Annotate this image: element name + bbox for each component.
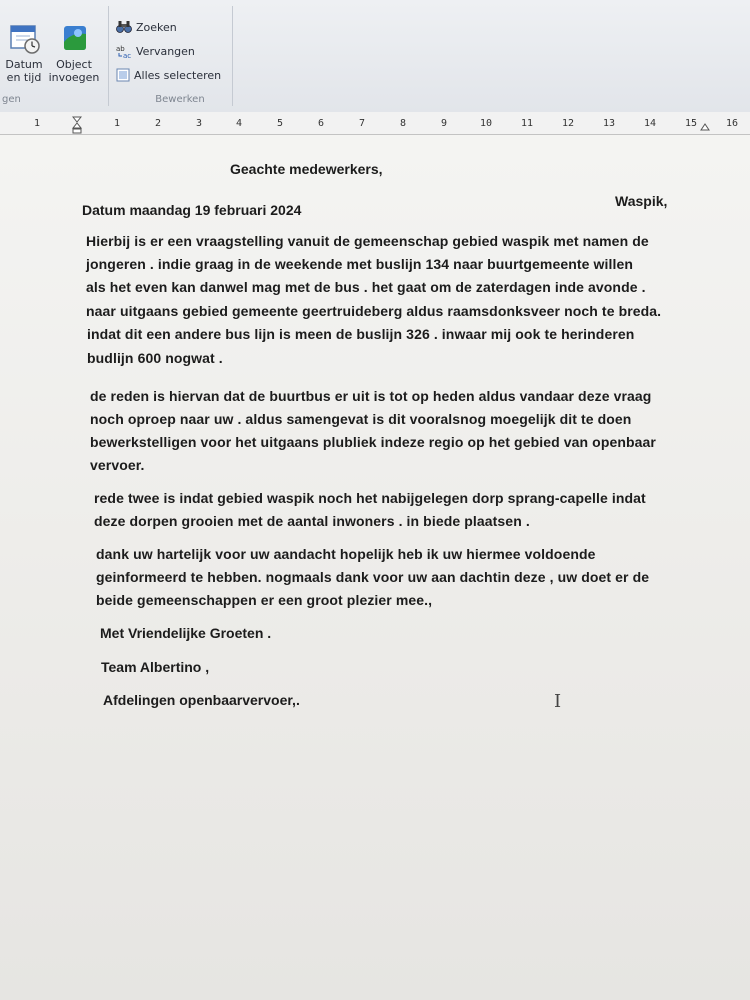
paragraph-line: deze dorpen grooien met de aantal inwoners . in biede plaatsen .	[94, 513, 530, 529]
datum-label-1: Datum	[5, 58, 43, 71]
salutation: Geachte medewerkers,	[230, 161, 383, 177]
select-all-label: Alles selecteren	[134, 68, 222, 82]
paragraph-line: geinformeerd te hebben. nogmaals dank voor uw aan dachtin deze , uw doet er de	[96, 569, 650, 585]
ruler-tick: 2	[155, 118, 162, 129]
insert-date-time-button[interactable]	[2, 22, 46, 84]
object-label-1: Object	[56, 58, 92, 71]
ruler-tick: 5	[277, 118, 284, 129]
paragraph-line: indat dit een andere bus lijn is meen de buslijn 326 . inwaar mij ook te herinderen	[87, 326, 635, 342]
paragraph-line: Hierbij is er een vraagstelling vanuit de gemeenschap gebied waspik met namen de	[86, 233, 649, 249]
ribbon-separator	[232, 6, 233, 106]
ruler-tick: 1	[114, 118, 121, 129]
paragraph-line: vervoer.	[90, 457, 145, 473]
horizontal-ruler[interactable]	[0, 112, 750, 135]
department: Afdelingen openbaarvervoer,.	[103, 692, 300, 708]
select-all-icon	[116, 68, 130, 82]
indent-marker-icon[interactable]	[72, 116, 82, 134]
text-cursor-icon: I	[554, 691, 562, 712]
ruler-tick: 1	[34, 118, 41, 129]
ruler-tick: 12	[562, 118, 575, 129]
insert-group-label: gen	[2, 94, 21, 105]
ruler-tick: 11	[521, 118, 534, 129]
ruler-tick: 6	[318, 118, 325, 129]
paragraph-line: dank uw hartelijk voor uw aandacht hopelijk heb ik uw hiermee voldoende	[96, 546, 596, 562]
paragraph-line: bewerkstelligen voor het uitgaans plubliek indeze regio op het gebied van openbaar	[90, 434, 656, 450]
ruler-tick: 15	[685, 118, 698, 129]
ruler-tick: 13	[603, 118, 616, 129]
document-page[interactable]	[0, 135, 750, 1000]
ribbon	[0, 0, 750, 113]
paragraph-line: rede twee is indat gebied waspik noch het nabijgelegen dorp sprang-capelle indat	[94, 490, 646, 506]
ruler-tick: 9	[441, 118, 448, 129]
insert-object-button[interactable]	[48, 22, 100, 84]
paragraph-line: noch oproep naar uw . aldus samengevat is dit vooralsnog moegelijk dit te doen	[90, 411, 632, 427]
ruler-tick: 4	[236, 118, 243, 129]
binoculars-icon	[116, 20, 132, 34]
svg-text:ac: ac	[123, 52, 132, 58]
place: Waspik,	[615, 193, 668, 209]
paragraph-line: naar uitgaans gebied gemeente geertruideberg aldus raamsdonksveer noch te breda.	[86, 303, 662, 319]
select-all-button[interactable]	[116, 68, 221, 82]
object-icon	[58, 22, 90, 54]
team-signature: Team Albertino ,	[101, 659, 210, 675]
paragraph-line: budlijn 600 nogwat .	[87, 350, 223, 366]
ruler-tick: 16	[726, 118, 739, 129]
svg-text:ab: ab	[116, 45, 125, 53]
ribbon-separator	[108, 6, 109, 106]
calendar-clock-icon	[8, 22, 40, 54]
replace-icon	[116, 44, 132, 58]
find-button[interactable]	[116, 20, 177, 34]
ruler-tick: 7	[359, 118, 366, 129]
date-line: Datum maandag 19 februari 2024	[82, 202, 302, 218]
ruler-tick: 10	[480, 118, 493, 129]
datum-label-2: en tijd	[6, 71, 42, 84]
paragraph-line: de reden is hiervan dat de buurtbus er uit is tot op heden aldus vandaar deze vraag	[90, 388, 652, 404]
paragraph-line: als het even kan danwel mag met de bus . het gaat om de zaterdagen inde avonde .	[86, 279, 646, 295]
edit-group-label: Bewerken	[155, 94, 205, 105]
paragraph-line: jongeren . indie graag in de weekende met buslijn 134 naar buurtgemeente willen	[86, 256, 634, 272]
object-label-2: invoegen	[48, 71, 100, 84]
ruler-tick: 3	[196, 118, 203, 129]
right-indent-marker-icon[interactable]	[700, 120, 710, 132]
ruler-tick: 14	[644, 118, 657, 129]
closing: Met Vriendelijke Groeten .	[100, 625, 272, 641]
replace-button[interactable]	[116, 44, 195, 58]
find-label: Zoeken	[136, 20, 177, 34]
ruler-tick: 8	[400, 118, 407, 129]
paragraph-line: beide gemeenschappen er een groot plezier mee.,	[96, 592, 433, 608]
replace-label: Vervangen	[136, 44, 195, 58]
